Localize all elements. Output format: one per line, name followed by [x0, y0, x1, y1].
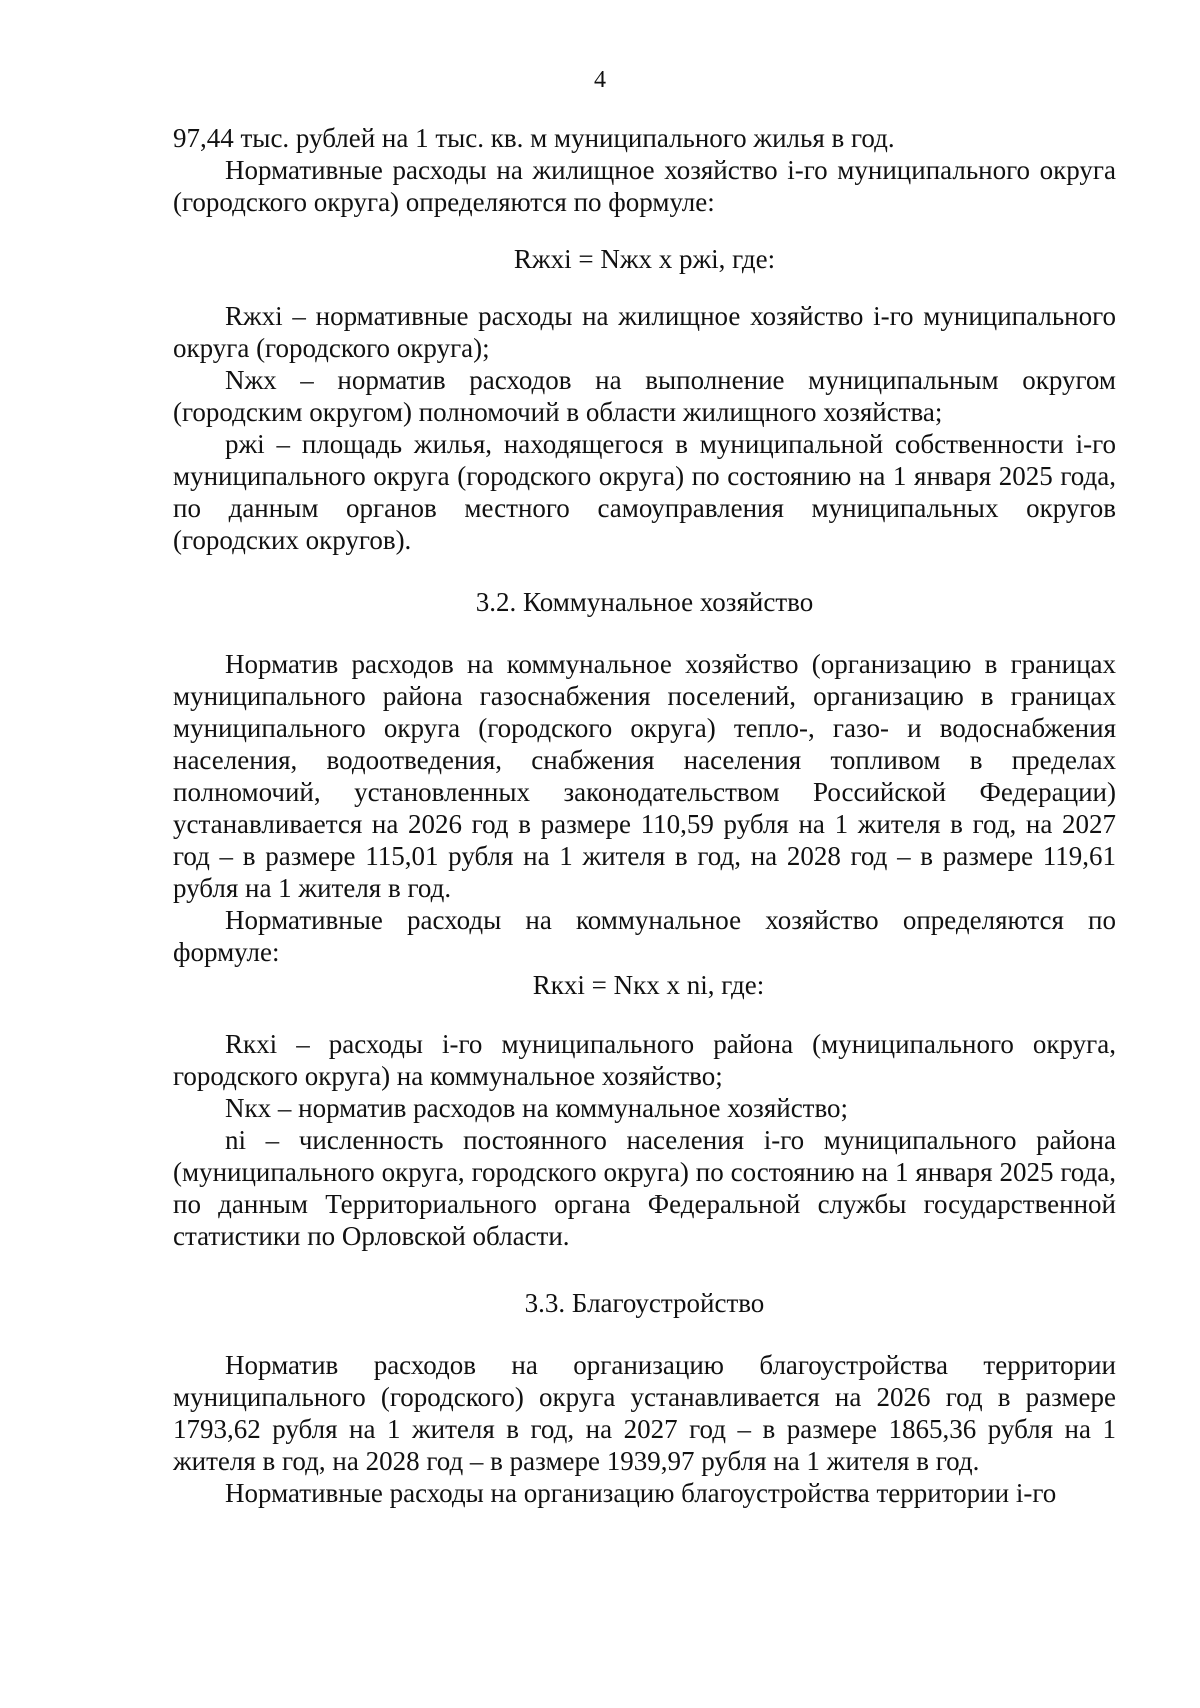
definition-pzhi: pжi – площадь жилья, находящегося в муниципальной собственности i-го муниципального округа (городского округа) по состоянию на 1 января 2025 года, по данным органов местного самоуправления муниципальных округов (городских округов). — [173, 429, 1116, 555]
paragraph-improvement-costs-intro: Нормативные расходы на организацию благоустройства территории i-го — [225, 1478, 1057, 1508]
page-number: 4 — [594, 67, 606, 93]
paragraph-communal-costs-intro: Нормативные расходы на коммунальное хозяйство определяются по формуле: — [173, 905, 1116, 967]
definition-rzhkhi: Rжхi – нормативные расходы на жилищное хозяйство i-го муниципального округа (городского округа); — [173, 301, 1116, 363]
paragraph-communal-norm: Норматив расходов на коммунальное хозяйство (организацию в границах муниципального района газоснабжения поселений, организацию в границах муниципального округа (городского округа) тепло-, газо- и водоснабжения населения, водоотведения, снабжения населения топливом в пределах полномочий, установленных законодательством Российской Федерации) устанавливается на 2026 год в размере 110,59 рубля на 1 жителя в год, на 2027 год – в размере 115,01 рубля на 1 жителя в год, на 2028 год – в размере 119,61 рубля на 1 жителя в год. — [173, 649, 1116, 903]
document-body — [173, 122, 1116, 1509]
paragraph-improvement-norm: Норматив расходов на организацию благоустройства территории муниципального (городского) округа устанавливается на 2026 год в размере 1793,62 рубля на 1 жителя в год, на 2027 год – в размере 1865,36 рубля на 1 жителя в год, на 2028 год – в размере 1939,97 рубля на 1 жителя в год. — [173, 1350, 1116, 1476]
formula-housing: Rжхi = Nжх х pжi, где: — [513, 244, 776, 274]
definition-nkh: Nкх – норматив расходов на коммунальное хозяйство; — [225, 1093, 849, 1123]
definition-rkhi: Rкхi – расходы i-го муниципального района (муниципального округа, городского округа) на коммунальное хозяйство; — [173, 1029, 1116, 1091]
definition-ni: ni – численность постоянного населения i-го муниципального района (муниципального округа, городского округа) по состоянию на 1 января 2025 года, по данным Территориального органа Федеральной службы государственной статистики по Орловской области. — [173, 1125, 1116, 1251]
formula-communal: Rкхi = Nкх х ni, где: — [532, 970, 765, 1000]
definition-nzhkh: Nжх – норматив расходов на выполнение муниципальным округом (городским округом) полномочий в области жилищного хозяйства; — [173, 365, 1116, 427]
paragraph-continued: 97,44 тыс. рублей на 1 тыс. кв. м муниципального жилья в год. — [173, 123, 895, 153]
paragraph-housing-costs-intro: Нормативные расходы на жилищное хозяйство i-го муниципального округа (городского округа) определяются по формуле: — [173, 155, 1116, 217]
section-heading-3-2: 3.2. Коммунальное хозяйство — [475, 587, 814, 617]
section-heading-3-3: 3.3. Благоустройство — [524, 1288, 765, 1318]
